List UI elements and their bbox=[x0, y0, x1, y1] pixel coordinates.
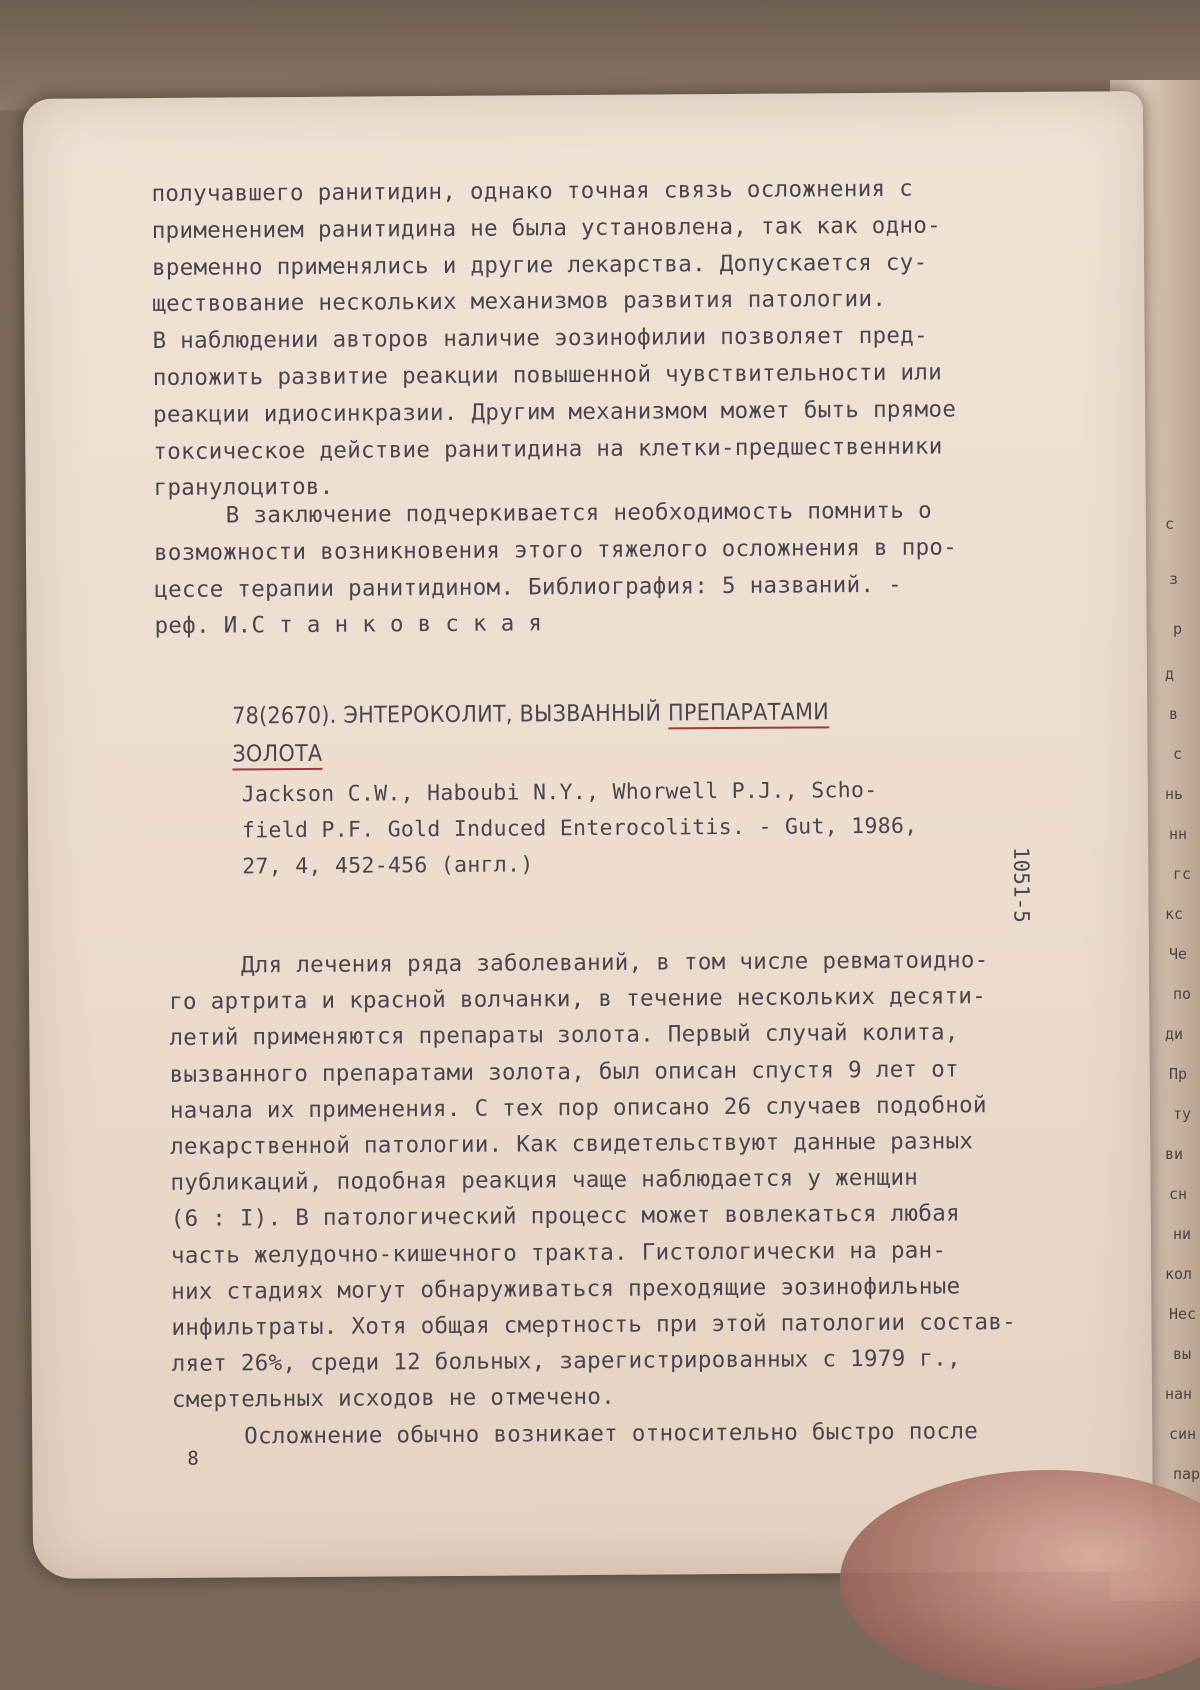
adjacent-page-fragment: р bbox=[1173, 620, 1183, 638]
text-line: инфильтраты. Хотя общая смертность при этой патологии состав- bbox=[171, 1309, 1017, 1341]
text-line: ществование нескольких механизмов развития патологии. bbox=[152, 286, 887, 318]
paragraph-conclusion bbox=[154, 492, 958, 645]
text-line: гранулоцитов. bbox=[153, 474, 334, 502]
adjacent-page-fragment: ди bbox=[1165, 1025, 1184, 1043]
text-line: начала их применения. С тех пор описано 26 случаев подобной bbox=[169, 1092, 987, 1124]
text-line: Для лечения ряда заболеваний, в том числе ревматоидно- bbox=[240, 947, 989, 979]
adjacent-page-fragment: нан bbox=[1165, 1385, 1193, 1403]
text-line: (6 : I). В патологический процесс может вовлекаться любая bbox=[170, 1200, 960, 1233]
page-number: 8 bbox=[187, 1447, 199, 1470]
text-line: летий применяются препараты золота. Первый случай колита, bbox=[169, 1019, 959, 1052]
adjacent-page-fragment: нь bbox=[1165, 785, 1184, 803]
paragraph-abstract bbox=[169, 942, 1017, 1455]
adjacent-page-fragment: по bbox=[1173, 985, 1192, 1003]
adjacent-page-fragment: ни bbox=[1173, 1225, 1192, 1243]
adjacent-page-fragment: в bbox=[1169, 705, 1179, 723]
adjacent-page-fragment: д bbox=[1165, 665, 1175, 683]
text-line: них стадиях могут обнаруживаться преходящие эозинофильные bbox=[171, 1273, 961, 1305]
article-heading bbox=[232, 693, 829, 773]
adjacent-page-fragment: гс bbox=[1173, 865, 1192, 883]
text-line: реф. И.С т а н к о в с к а я bbox=[154, 610, 543, 640]
text-line: цессе терапии ранитидином. Библиография: 5 названий. - bbox=[154, 571, 903, 603]
text-line: временно применялись и другие лекарства. Допускается су- bbox=[151, 249, 928, 281]
adjacent-page-fragment: Пр bbox=[1169, 1065, 1188, 1083]
text-line: возможности возникновения этого тяжелого осложнения в про- bbox=[153, 534, 958, 566]
adjacent-page-fragment: сн bbox=[1169, 1185, 1188, 1203]
text-line: Jackson C.W., Haboubi N.Y., Whorwell P.J., Scho- bbox=[241, 777, 878, 808]
text-line: го артрита и красной волчанки, в течение нескольких десяти- bbox=[169, 983, 987, 1016]
adjacent-page-fragment: с bbox=[1165, 515, 1175, 533]
adjacent-page-fragment: кол bbox=[1165, 1265, 1193, 1283]
paragraph-continuation bbox=[151, 170, 956, 507]
adjacent-page-fragment: кс bbox=[1165, 905, 1184, 923]
adjacent-page-fragment: Нес bbox=[1169, 1305, 1197, 1323]
adjacent-page-fragment: син bbox=[1169, 1425, 1197, 1443]
text-line: часть желудочно-кишечного тракта. Гистологически на ран- bbox=[170, 1237, 947, 1269]
bibliographic-citation bbox=[242, 773, 918, 886]
side-archive-code: 1051-5 bbox=[1009, 846, 1034, 923]
text-line: реакции идиосинкразии. Другим механизмом может быть прямое bbox=[152, 396, 957, 428]
text-line: получавшего ранитидин, однако точная связь осложнения с bbox=[151, 175, 914, 208]
text-line: 27, 4, 452-456 (англ.) bbox=[242, 852, 534, 880]
adjacent-page-fragment: ту bbox=[1173, 1105, 1192, 1123]
text-line: В заключение подчеркивается необходимость помнить о bbox=[225, 497, 932, 529]
heading-prefix: 78(2670). ЭНТЕРОКОЛИТ, ВЫЗВАННЫЙ bbox=[232, 700, 669, 730]
adjacent-page-fragment: нн bbox=[1169, 825, 1188, 843]
adjacent-page-fragment: Че bbox=[1169, 945, 1188, 963]
text-line: В наблюдении авторов наличие эозинофилии позволяет пред- bbox=[152, 322, 929, 355]
text-line: токсическое действие ранитидина на клетки-предшественники bbox=[153, 433, 943, 465]
text-line: Осложнение обычно возникает относительно быстро после bbox=[244, 1417, 979, 1450]
adjacent-page-fragment: вы bbox=[1173, 1345, 1192, 1363]
heading-underlined-word: ПРЕПАРАТАМИ bbox=[668, 699, 829, 729]
text-line: публикаций, подобная реакция чаще наблюдается у женщин bbox=[170, 1164, 919, 1197]
text-line: положить развитие реакции повышенной чувствительности или bbox=[152, 359, 943, 392]
text-line: смертельных исходов не отмечено. bbox=[171, 1384, 616, 1414]
text-line: вызванного препаратами золота, был описан спустя 9 лет от bbox=[169, 1056, 959, 1088]
text-line: лекарственной патологии. Как свидетельствуют данные разных bbox=[170, 1128, 974, 1160]
adjacent-page-fragment: пар bbox=[1173, 1465, 1200, 1483]
text-line: ляет 26%, среди 12 больных, зарегистрированных с 1979 г., bbox=[171, 1345, 961, 1378]
text-line: применением ранитидина не была установлена, так как одно- bbox=[151, 212, 942, 244]
adjacent-page-fragment: з bbox=[1169, 570, 1179, 588]
text-line: field P.F. Gold Induced Enterocolitis. - Gut, 1986, bbox=[241, 813, 918, 844]
adjacent-page-fragment: с bbox=[1173, 745, 1183, 763]
document-page bbox=[23, 91, 1153, 1579]
heading-line2: ЗОЛОТА bbox=[232, 741, 322, 771]
adjacent-page-fragment: ви bbox=[1165, 1145, 1184, 1163]
